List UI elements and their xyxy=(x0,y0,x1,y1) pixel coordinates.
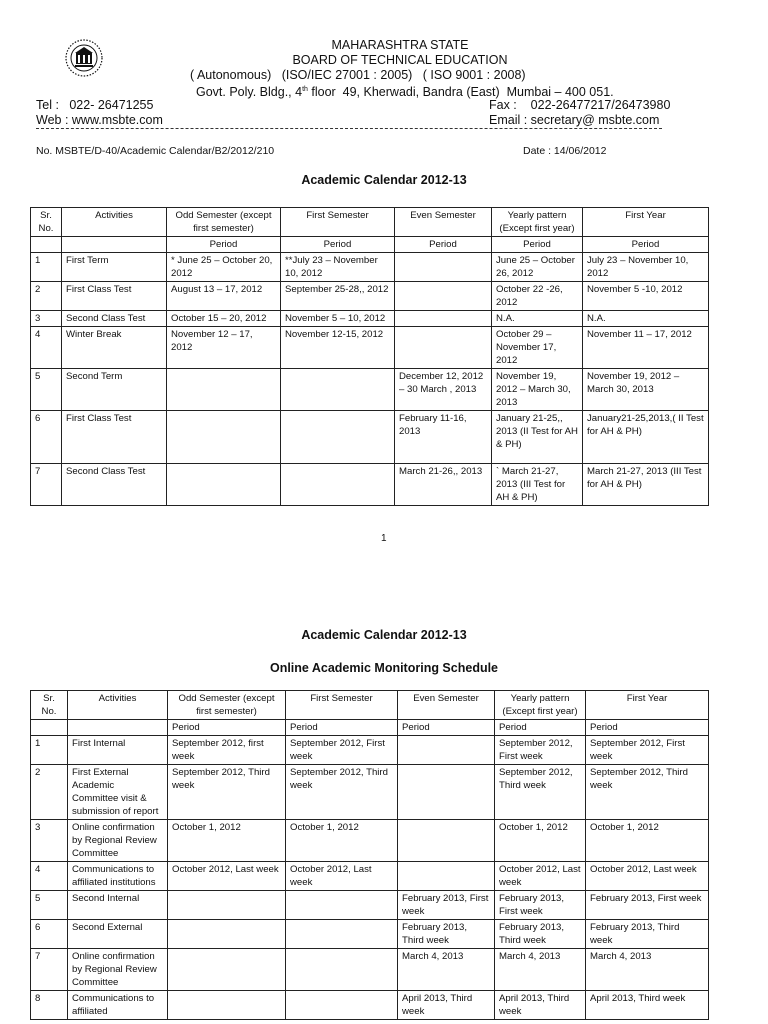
table-row xyxy=(31,282,709,311)
yearly-pattern-cell: January 21-25,, 2013 (II Test for AH & PH) xyxy=(492,411,583,464)
yearly-pattern-cell: November 19, 2012 – March 30, 2013 xyxy=(492,369,583,411)
reference-number: No. MSBTE/D-40/Academic Calendar/B2/2012/210 xyxy=(36,145,275,157)
table-row xyxy=(31,862,709,891)
first-year-cell: September 2012, First week xyxy=(586,736,709,765)
yearly-pattern-cell: October 29 – November 17, 2012 xyxy=(492,327,583,369)
column-header: Activities xyxy=(62,208,167,237)
table-row xyxy=(31,949,709,991)
odd-semester-cell: August 13 – 17, 2012 xyxy=(167,282,281,311)
even-semester-cell: February 2013, First week xyxy=(398,891,495,920)
period-label: Period xyxy=(281,237,395,253)
table-cell xyxy=(31,720,68,736)
column-header: Yearly pattern (Except first year) xyxy=(495,691,586,720)
column-header: Activities xyxy=(68,691,168,720)
odd-semester-cell: * June 25 – October 20, 2012 xyxy=(167,253,281,282)
address-part2: floor 49, Kherwadi, Bandra (East) Mumbai – 400 051. xyxy=(307,85,614,100)
even-semester-cell: April 2013, Third week xyxy=(398,991,495,1020)
sr-no-cell: 3 xyxy=(31,820,68,862)
telephone: Tel : 022- 26471255 xyxy=(36,98,154,112)
column-header: First Year xyxy=(586,691,709,720)
table-row xyxy=(31,411,709,464)
period-label: Period xyxy=(398,720,495,736)
fax: Fax : 022-26477217/26473980 xyxy=(489,98,671,112)
org-name-line1: MAHARASHTRA STATE xyxy=(331,38,469,52)
table-row xyxy=(31,736,709,765)
sr-no-cell: 4 xyxy=(31,327,62,369)
even-semester-cell: December 12, 2012 – 30 March , 2013 xyxy=(395,369,492,411)
period-header-row xyxy=(31,237,709,253)
column-header: First Semester xyxy=(286,691,398,720)
email: Email : secretary@ msbte.com xyxy=(489,113,660,127)
even-semester-cell: March 21-26,, 2013 xyxy=(395,464,492,506)
first-year-cell: March 21-27, 2013 (III Test for AH & PH) xyxy=(583,464,709,506)
sr-no-cell: 8 xyxy=(31,991,68,1020)
first-semester-cell: September 2012, Third week xyxy=(286,765,398,820)
odd-semester-cell: September 2012, Third week xyxy=(168,765,286,820)
first-semester-cell xyxy=(281,411,395,464)
first-semester-cell: October 2012, Last week xyxy=(286,862,398,891)
period-label: Period xyxy=(168,720,286,736)
activity-cell: Second Term xyxy=(62,369,167,411)
activity-cell: First Class Test xyxy=(62,411,167,464)
period-label: Period xyxy=(586,720,709,736)
odd-semester-cell xyxy=(168,949,286,991)
period-label: Period xyxy=(492,237,583,253)
monitoring-calendar-title: Academic Calendar 2012-13 xyxy=(301,628,467,642)
activity-cell: Online confirmation by Regional Review Committee xyxy=(68,820,168,862)
column-header: Sr. No. xyxy=(31,208,62,237)
period-label: Period xyxy=(395,237,492,253)
table-cell xyxy=(31,237,62,253)
first-year-cell: November 5 -10, 2012 xyxy=(583,282,709,311)
table-row xyxy=(31,820,709,862)
activity-cell: Communications to affiliated institutions xyxy=(68,862,168,891)
table-header-row xyxy=(31,208,709,237)
header-divider xyxy=(36,128,662,129)
table-cell xyxy=(68,720,168,736)
even-semester-cell xyxy=(395,253,492,282)
table-cell xyxy=(62,237,167,253)
first-semester-cell xyxy=(286,920,398,949)
even-semester-cell: February 11-16, 2013 xyxy=(395,411,492,464)
first-year-cell: April 2013, Third week xyxy=(586,991,709,1020)
column-header: Odd Semester (except first semester) xyxy=(167,208,281,237)
even-semester-cell xyxy=(395,327,492,369)
first-semester-cell: November 12-15, 2012 xyxy=(281,327,395,369)
period-label: Period xyxy=(167,237,281,253)
first-year-cell: September 2012, Third week xyxy=(586,765,709,820)
page-number: 1 xyxy=(381,533,387,544)
sr-no-cell: 5 xyxy=(31,891,68,920)
first-year-cell: July 23 – November 10, 2012 xyxy=(583,253,709,282)
period-label: Period xyxy=(286,720,398,736)
sr-no-cell: 7 xyxy=(31,949,68,991)
yearly-pattern-cell: March 4, 2013 xyxy=(495,949,586,991)
first-semester-cell xyxy=(281,464,395,506)
table-row xyxy=(31,765,709,820)
even-semester-cell: February 2013, Third week xyxy=(398,920,495,949)
table-row xyxy=(31,991,709,1020)
activity-cell: Communications to affiliated xyxy=(68,991,168,1020)
yearly-pattern-cell: June 25 – October 26, 2012 xyxy=(492,253,583,282)
sr-no-cell: 7 xyxy=(31,464,62,506)
odd-semester-cell: October 2012, Last week xyxy=(168,862,286,891)
odd-semester-cell: September 2012, first week xyxy=(168,736,286,765)
even-semester-cell xyxy=(398,862,495,891)
column-header: Even Semester xyxy=(395,208,492,237)
org-name-line2: BOARD OF TECHNICAL EDUCATION xyxy=(292,53,508,67)
first-semester-cell xyxy=(281,369,395,411)
activity-cell: First Internal xyxy=(68,736,168,765)
sr-no-cell: 3 xyxy=(31,311,62,327)
column-header: Yearly pattern (Except first year) xyxy=(492,208,583,237)
yearly-pattern-cell: September 2012, Third week xyxy=(495,765,586,820)
table-row xyxy=(31,920,709,949)
activity-cell: First Term xyxy=(62,253,167,282)
column-header: First Semester xyxy=(281,208,395,237)
first-semester-cell xyxy=(286,949,398,991)
even-semester-cell xyxy=(398,820,495,862)
yearly-pattern-cell: October 2012, Last week xyxy=(495,862,586,891)
address-superscript: th xyxy=(302,86,308,93)
table-row xyxy=(31,327,709,369)
calendar-title: Academic Calendar 2012-13 xyxy=(301,173,467,187)
odd-semester-cell: November 12 – 17, 2012 xyxy=(167,327,281,369)
monitoring-schedule-table xyxy=(30,690,709,1020)
first-year-cell: November 11 – 17, 2012 xyxy=(583,327,709,369)
even-semester-cell xyxy=(398,736,495,765)
odd-semester-cell: October 15 – 20, 2012 xyxy=(167,311,281,327)
even-semester-cell xyxy=(398,765,495,820)
sr-no-cell: 1 xyxy=(31,736,68,765)
table-row xyxy=(31,891,709,920)
activity-cell: Second Class Test xyxy=(62,311,167,327)
column-header: Sr. No. xyxy=(31,691,68,720)
yearly-pattern-cell: ` March 21-27, 2013 (III Test for AH & PH) xyxy=(492,464,583,506)
yearly-pattern-cell: February 2013, First week xyxy=(495,891,586,920)
table-row xyxy=(31,464,709,506)
yearly-pattern-cell: April 2013, Third week xyxy=(495,991,586,1020)
first-semester-cell: October 1, 2012 xyxy=(286,820,398,862)
first-year-cell: January21-25,2013,( II Test for AH & PH) xyxy=(583,411,709,464)
yearly-pattern-cell: October 1, 2012 xyxy=(495,820,586,862)
odd-semester-cell xyxy=(167,411,281,464)
sr-no-cell: 6 xyxy=(31,920,68,949)
activity-cell: Second External xyxy=(68,920,168,949)
column-header: First Year xyxy=(583,208,709,237)
activity-cell: First External Academic Committee visit & submission of report xyxy=(68,765,168,820)
address-part1: Govt. Poly. Bldg., 4 xyxy=(196,85,303,100)
yearly-pattern-cell: October 22 -26, 2012 xyxy=(492,282,583,311)
activity-cell: First Class Test xyxy=(62,282,167,311)
first-year-cell: February 2013, First week xyxy=(586,891,709,920)
activity-cell: Online confirmation by Regional Review Committee xyxy=(68,949,168,991)
sr-no-cell: 1 xyxy=(31,253,62,282)
website: Web : www.msbte.com xyxy=(36,113,163,127)
activity-cell: Second Class Test xyxy=(62,464,167,506)
sr-no-cell: 2 xyxy=(31,282,62,311)
odd-semester-cell: October 1, 2012 xyxy=(168,820,286,862)
odd-semester-cell xyxy=(167,369,281,411)
sr-no-cell: 4 xyxy=(31,862,68,891)
first-semester-cell: September 25-28,, 2012 xyxy=(281,282,395,311)
yearly-pattern-cell: February 2013, Third week xyxy=(495,920,586,949)
yearly-pattern-cell: September 2012, First week xyxy=(495,736,586,765)
sr-no-cell: 2 xyxy=(31,765,68,820)
period-header-row xyxy=(31,720,709,736)
yearly-pattern-cell: N.A. xyxy=(492,311,583,327)
even-semester-cell xyxy=(395,311,492,327)
odd-semester-cell xyxy=(168,891,286,920)
column-header: Odd Semester (except first semester) xyxy=(168,691,286,720)
first-semester-cell: September 2012, First week xyxy=(286,736,398,765)
even-semester-cell: March 4, 2013 xyxy=(398,949,495,991)
activity-cell: Second Internal xyxy=(68,891,168,920)
table-header-row xyxy=(31,691,709,720)
first-semester-cell xyxy=(286,891,398,920)
sr-no-cell: 5 xyxy=(31,369,62,411)
period-label: Period xyxy=(495,720,586,736)
first-year-cell: October 2012, Last week xyxy=(586,862,709,891)
first-year-cell: N.A. xyxy=(583,311,709,327)
first-semester-cell: November 5 – 10, 2012 xyxy=(281,311,395,327)
activity-cell: Winter Break xyxy=(62,327,167,369)
table-row xyxy=(31,369,709,411)
document-date: Date : 14/06/2012 xyxy=(523,145,607,157)
monitoring-subtitle: Online Academic Monitoring Schedule xyxy=(269,661,499,675)
first-year-cell: November 19, 2012 – March 30, 2013 xyxy=(583,369,709,411)
odd-semester-cell xyxy=(168,920,286,949)
odd-semester-cell xyxy=(167,464,281,506)
table-row xyxy=(31,253,709,282)
org-certifications: ( Autonomous) (ISO/IEC 27001 : 2005) ( ISO 9001 : 2008) xyxy=(190,68,526,82)
first-year-cell: February 2013, Third week xyxy=(586,920,709,949)
first-year-cell: October 1, 2012 xyxy=(586,820,709,862)
first-year-cell: March 4, 2013 xyxy=(586,949,709,991)
first-semester-cell xyxy=(286,991,398,1020)
first-semester-cell: **July 23 – November 10, 2012 xyxy=(281,253,395,282)
odd-semester-cell xyxy=(168,991,286,1020)
table-row xyxy=(31,311,709,327)
column-header: Even Semester xyxy=(398,691,495,720)
period-label: Period xyxy=(583,237,709,253)
academic-calendar-table xyxy=(30,207,709,506)
even-semester-cell xyxy=(395,282,492,311)
sr-no-cell: 6 xyxy=(31,411,62,464)
